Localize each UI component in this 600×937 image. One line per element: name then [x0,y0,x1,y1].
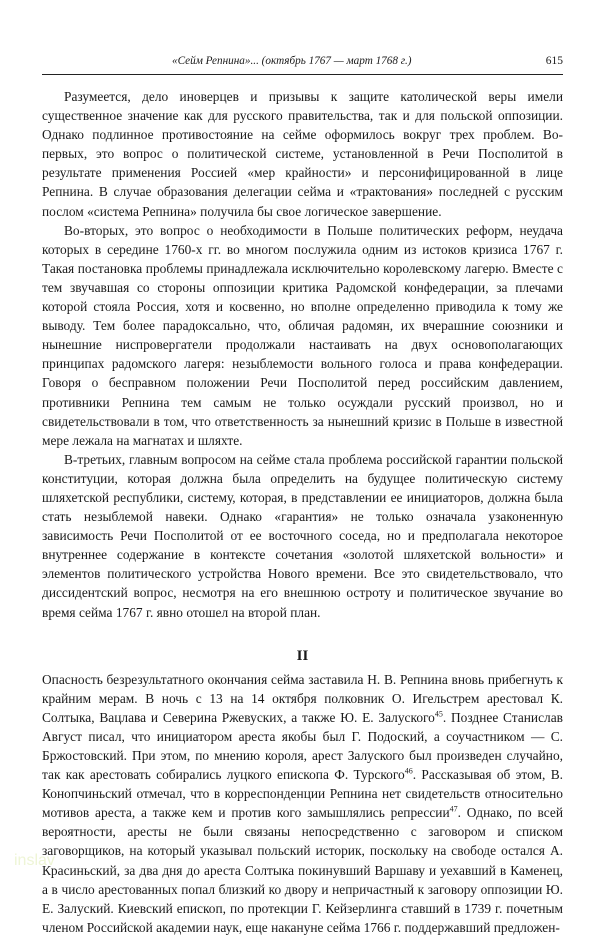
watermark: inslav [14,852,55,869]
paragraph: Разумеется, дело иноверцев и призывы к защите католической веры имели существенное значение как для русского правительства, так и для польской оппозиции. Однако подлинное противостояние на сейме оформилось вокруг трех проблем. Во-первых, это вопрос о политической системе, установленной в Речи Посполитой в результате применения Россией «мер крайности» и персонифицированной в лице Репнина. В случае образования делегации сейма и «трактования» последней с русским послом «система Репнина» получила бы свое логическое завершение. [42,89,563,219]
page-body [42,87,563,937]
paragraph-text: Опасность безрезультатного окончания сейма заставила Н. В. Репнина вновь прибегнуть к крайним мерам. В ночь с 13 на 14 октября полковник О. Игельстрем арестовал К. Солтыка, Вацлава и Северина Ржевуских, а также Ю. Е. Залуского [42,671,563,725]
paragraph: Во-вторых, это вопрос о необходимости в Польше политических реформ, неудача которых в середине 1760-х гг. во многом послужила одним из истоков кризиса 1767 г. Такая постановка проблемы принадлежала исключительно королевскому лагерю. Вместе с тем звучавшая со стороны оппозиции критика Радомской конфедерации, за плечами которой стояла Россия, хотя и косвенно, но вполне определенно приводила к тому же выводу. Тем более парадоксально, что, обличая радомян, их вчерашние союзники и нынешние ниспровергатели продолжали настаивать на двух основополагающих принципах радомского лагеря: незыблемости вольного голоса и права конфедерации. Говоря о бесправном положении Речи Посполитой перед российским давлением, противники Репнина тем самым не только осуждали русский произвол, но и свидетельствовали в том, что ответственность за нынешний кризис в Польше в известной мере лежала на магнатах и шляхте. [42,222,563,448]
paragraph-text: . Позднее Станислав Август писал, что инициатором ареста якобы был Г. Подоский, а соучастником — С. Бржостовский. При этом, по мнению короля, арест Залуского был произведен случайно, так как арестовать собирались луцкого епископа Ф. Турского [42,709,563,783]
paragraph-text: . Однако, по всей вероятности, аресты не были связаны непосредственно с заговором и списком заговорщиков, на который указывал польский историк, поскольку на свободе остался А. Красиньский, за два дня до ареста Солтыка покинувший Варшаву и уехавший в Каменец, а в число арестованных попал близкий ко двору и непричастный к заговору оппозиции Ю. Е. Залуский. Киевский епископ, по протекции Г. Кейзерлинга ставший в 1739 г. почетным членом Российской академии наук, еще накануне сейма 1766 г. поддержавший предложен- [42,805,563,935]
paragraph [42,670,563,937]
page-header [42,52,563,75]
running-title: «Сейм Репнина»... (октябрь 1767 — март 1768 г.) [172,55,412,67]
footnote-ref-46[interactable]: 46 [404,766,413,776]
paragraph: В-третьих, главным вопросом на сейме стала проблема российской гарантии польской конституции, которая должна была определить на будущее политическую систему шляхетской республики, систему, которая, в представлении ее инициаторов, должна была стать незыблемой навеки. Однако «гарантия» не только означала узаконенную зависимость Речи Посполитой от ее восточного соседа, но и предполагала некоторое внутреннее содержание в контексте сочетания «золотой шляхетской вольности» и элементов политического устройства Нового времени. Все это свидетельствовало, что диссидентский вопрос, несмотря на его внешнюю остроту и политическое звучание во время сейма 1767 г. явно отошел на второй план. [42,451,563,620]
paragraph-text: . Рассказывая об этом, В. Конопчиньский отмечал, что в корреспонденции Репнина нет свидетельств относительно мотивов ареста, а также кем и против кого замышлялись репрессии [42,767,563,821]
footnote-ref-47[interactable]: 47 [449,804,458,814]
page-number: 615 [545,55,563,67]
footnote-ref-45[interactable]: 45 [434,709,443,719]
section-heading: II [296,647,309,664]
